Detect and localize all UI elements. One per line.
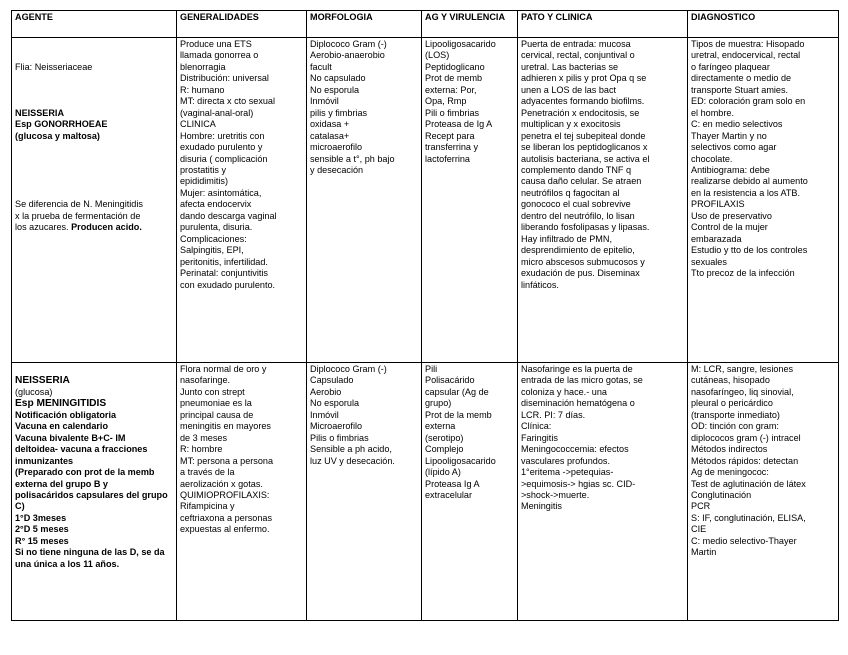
text-line: nasofaríngeo, liq sinovial, — [691, 386, 794, 397]
text-line: complemento dando TNF q — [521, 164, 632, 175]
text-line: Vacuna en calendario — [15, 421, 108, 432]
text-line: Tipos de muestra: Hisopado — [691, 39, 805, 49]
text-line: de 3 meses — [180, 432, 228, 443]
text-line: No capsulado — [310, 73, 366, 84]
header-generalidades: GENERALIDADES — [177, 11, 307, 38]
agente-notes — [15, 410, 173, 570]
text-line: entrada de las micro gotas, se — [521, 375, 643, 386]
cell-ag-gonorrhoeae — [422, 38, 518, 363]
text-line: externa del grupo B y — [15, 478, 108, 489]
text-line: Control de la mujer — [691, 222, 768, 233]
differentiation-line: x la prueba de fermentación de — [15, 210, 141, 221]
text-line: >shock->muerte. — [521, 489, 590, 500]
text-line: el hombre. — [691, 107, 734, 118]
text-line: a través de la — [180, 467, 235, 478]
text-line: se liberan los peptidoglicanos x — [521, 142, 648, 153]
text-line: Proteasa Ig A — [425, 478, 480, 489]
text-line: cutáneas, hisopado — [691, 375, 770, 386]
text-line: blenorragia — [180, 61, 226, 72]
cell-agente-meningitidis — [12, 363, 177, 621]
text-line: externa — [425, 421, 456, 432]
cell-ag-meningitidis — [422, 363, 518, 621]
text-line: Salpingitis, EPI, — [180, 245, 244, 256]
text-line: Antibiograma: debe — [691, 164, 770, 175]
text-line: Clínica: — [521, 421, 552, 432]
acid-note: Producen acido. — [71, 222, 142, 233]
text-line: con exudado purulento. — [180, 279, 276, 290]
text-line: PROFILAXIS — [691, 199, 745, 210]
text-line: Capsulado — [310, 375, 354, 386]
text-line: lactoferrina — [425, 153, 470, 164]
text-line: llamada gonorrea o — [180, 50, 259, 61]
text-line: Microaerofilo — [310, 421, 363, 432]
text-line: Pili — [425, 364, 438, 374]
text-line: polisacáridos capsulares del grupo — [15, 489, 168, 500]
text-line: linfáticos. — [521, 279, 559, 290]
text-line: microaerofilo — [310, 142, 363, 153]
text-line: (serotipo) — [425, 432, 464, 443]
text-line: pneumoniae es la — [180, 398, 252, 409]
text-line: MT: persona a persona — [180, 455, 274, 466]
text-line: catalasa+ — [310, 130, 350, 141]
text-line: pleural o pericárdico — [691, 398, 773, 409]
text-line: Distribución: universal — [180, 73, 269, 84]
text-line: o faríngeo plaquear — [691, 61, 770, 72]
text-line: Faringitis — [521, 432, 558, 443]
text-line: y desecación — [310, 164, 364, 175]
text-line: diseminación hematógena o — [521, 398, 635, 409]
text-line: C: medio selectivo-Thayer — [691, 535, 797, 546]
text-line: una única a los 11 años. — [15, 558, 120, 569]
text-line: (lípido A) — [425, 467, 461, 478]
text-line: CLINICA — [180, 119, 216, 130]
text-line: micro abscesos submucosos y — [521, 256, 645, 267]
text-line: Martin — [691, 547, 717, 558]
text-line: externa: Por, — [425, 84, 477, 95]
text-line: Polisacárido — [425, 375, 475, 386]
row-gonorrhoeae — [12, 38, 839, 363]
text-line: pilis y fimbrias — [310, 107, 368, 118]
text-line: epididimitis) — [180, 176, 229, 187]
text-line: exudado purulento y — [180, 142, 263, 153]
text-line: Conglutinación — [691, 489, 752, 500]
row-meningitidis — [12, 363, 839, 621]
text-line: deltoidea- vacuna a fracciones — [15, 444, 148, 455]
text-line: disuria ( complicación — [180, 153, 268, 164]
text-line: expuestas al enfermo. — [180, 524, 270, 535]
cell-agente-gonorrhoeae — [12, 38, 177, 363]
cell-morfologia-meningitidis — [307, 363, 422, 621]
text-line: ceftriaxona a personas — [180, 512, 273, 523]
text-line: Métodos indirectos — [691, 444, 768, 455]
text-line: Proteasa de Ig A — [425, 119, 493, 130]
text-line: coloniza y hace.- una — [521, 386, 607, 397]
text-line: 1°D 3meses — [15, 512, 67, 523]
text-line: inmunizantes — [15, 455, 74, 466]
text-line: Junto con strept — [180, 386, 245, 397]
text-line: penetra el tej subepiteal donde — [521, 130, 646, 141]
text-line: 1°eritema ->petequias- — [521, 467, 614, 478]
header-agente: AGENTE — [12, 11, 177, 38]
text-line: PCR — [691, 501, 711, 512]
text-line: capsular (Ag de — [425, 386, 489, 397]
text-line: R: hombre — [180, 444, 223, 455]
cell-generalidades-gonorrhoeae — [177, 38, 307, 363]
text-line: Diplococo Gram (-) — [310, 39, 387, 49]
text-line: Complejo — [425, 444, 464, 455]
text-line: Test de aglutinación de látex — [691, 478, 806, 489]
text-line: Flora normal de oro y — [180, 364, 267, 374]
header-morfologia: MORFOLOGIA — [307, 11, 422, 38]
text-line: QUIMIOPROFILAXIS: — [180, 489, 270, 500]
text-line: C) — [15, 501, 25, 512]
text-line: C: en medio selectivos — [691, 119, 783, 130]
text-line: liberando fosfolipasas y lipasas. — [521, 222, 650, 233]
text-line: adhieren x pilis y prot Opa q se — [521, 73, 647, 84]
text-line: (transporte inmediato) — [691, 409, 780, 420]
header-row — [12, 11, 839, 38]
text-line: Meningitis — [521, 501, 562, 512]
text-line: (Preparado con prot de la memb — [15, 467, 155, 478]
text-line: exudación de pus. Diseminax — [521, 268, 640, 279]
text-line: transferrina y — [425, 142, 479, 153]
text-line: purulenta, disuria. — [180, 222, 253, 233]
text-line: OD: tinción con gram: — [691, 421, 779, 432]
text-line: MT: directa x cto sexual — [180, 96, 276, 107]
text-line: Lipooligosacarido — [425, 39, 496, 49]
text-line: Aerobio-anaerobio — [310, 50, 385, 61]
sugars-label: (glucosa y maltosa) — [15, 130, 100, 141]
text-line: >equimosis-> hgias sc. CID- — [521, 478, 636, 489]
text-line: No esporula — [310, 398, 360, 409]
differentiation-line: Se diferencia de N. Meningitidis — [15, 199, 143, 210]
genus-name: NEISSERIA — [15, 107, 65, 118]
text-line: Hay infiltrado de PMN, — [521, 233, 612, 244]
text-line: adyacentes formando biofilms. — [521, 96, 645, 107]
text-line: uretral. Las bacterias se — [521, 61, 619, 72]
text-line: oxidasa + — [310, 119, 350, 130]
text-line: dando descarga vaginal — [180, 210, 277, 221]
text-line: Peptidoglicano — [425, 61, 485, 72]
text-line: Rifampicina y — [180, 501, 235, 512]
text-line: Hombre: uretritis con — [180, 130, 265, 141]
text-line: Produce una ETS — [180, 39, 252, 49]
text-line: vasculares profundos. — [521, 455, 610, 466]
text-line: Mujer: asintomática, — [180, 187, 262, 198]
text-line: R: humano — [180, 84, 225, 95]
text-line: 2°D 5 meses — [15, 524, 69, 535]
cell-morfologia-gonorrhoeae — [307, 38, 422, 363]
text-line: Complicaciones: — [180, 233, 247, 244]
text-line: Lipooligosacarido — [425, 455, 496, 466]
text-line: Prot de la memb — [425, 409, 492, 420]
text-line: transporte Stuart amies. — [691, 84, 789, 95]
text-line: Si no tiene ninguna de las D, se da — [15, 547, 165, 558]
text-line: Recept para — [425, 130, 475, 141]
text-line: gonococo el cual sobrevive — [521, 199, 631, 210]
text-line: Inmóvil — [310, 96, 339, 107]
text-line: desprendimiento de epitelio, — [521, 245, 635, 256]
text-line: Meningococcemia: efectos — [521, 444, 629, 455]
header-ag-virulencia: AG Y VIRULENCIA — [422, 11, 518, 38]
text-line: M: LCR, sangre, lesiones — [691, 364, 794, 374]
species-name: Esp MENINGITIDIS — [15, 398, 107, 410]
text-line: directamente o medio de — [691, 73, 792, 84]
text-line: Prot de memb — [425, 73, 483, 84]
text-line: ED: coloración gram solo en — [691, 96, 806, 107]
text-line: sensible a t°, ph bajo — [310, 153, 395, 164]
text-line: Estudio y tto de los controles — [691, 245, 808, 256]
text-line: multiplican y x exocitosis — [521, 119, 621, 130]
text-line: facult — [310, 61, 332, 72]
text-line: peritonitis, infertilidad. — [180, 256, 268, 267]
text-line: luz UV y desecación. — [310, 455, 395, 466]
family-label: Flia: Neisseriaceae — [15, 61, 93, 72]
text-line: Opa, Rmp — [425, 96, 467, 107]
text-line: Pilis o fimbrias — [310, 432, 369, 443]
text-line: R° 15 meses — [15, 535, 69, 546]
text-line: aerolización x gotas. — [180, 478, 263, 489]
text-line: selectivos como agar — [691, 142, 777, 153]
cell-diag-gonorrhoeae — [688, 38, 839, 363]
text-line: Sensible a ph acido, — [310, 444, 392, 455]
sugars-label: (glucosa) — [15, 386, 53, 397]
text-line: chocolate. — [691, 153, 733, 164]
text-line: grupo) — [425, 398, 452, 409]
text-line: CIE — [691, 524, 707, 535]
text-line: en la resistencia a los ATB. — [691, 187, 801, 198]
text-line: dentro del neutrófilo, lo lisan — [521, 210, 635, 221]
cell-generalidades-meningitidis — [177, 363, 307, 621]
cell-pato-gonorrhoeae — [518, 38, 688, 363]
text-line: causa daño celular. Se atraen — [521, 176, 642, 187]
header-pato-clinica: PATO Y CLINICA — [518, 11, 688, 38]
text-line: prostatitis y — [180, 164, 226, 175]
text-line: meningitis en mayores — [180, 421, 271, 432]
text-line: cervical, rectal, conjuntival o — [521, 50, 635, 61]
text-line: Ag de meningococ: — [691, 467, 769, 478]
text-line: neutrófilos q fagocitan al — [521, 187, 620, 198]
text-line: Pili o fimbrias — [425, 107, 480, 118]
text-line: autolisis bacteriana, se activa el — [521, 153, 650, 164]
text-line: nasofaringe. — [180, 375, 231, 386]
text-line: Tto precoz de la infección — [691, 268, 795, 279]
genus-name: NEISSERIA — [15, 375, 70, 387]
text-line: principal causa de — [180, 409, 254, 420]
text-line: Aerobio — [310, 386, 342, 397]
cell-diag-meningitidis — [688, 363, 839, 621]
text-line: realizarse debido al aumento — [691, 176, 808, 187]
cell-pato-meningitidis — [518, 363, 688, 621]
text-line: Perinatal: conjuntivitis — [180, 268, 268, 279]
header-diagnostico: DIAGNOSTICO — [688, 11, 839, 38]
text-line: Penetración x endocitosis, se — [521, 107, 640, 118]
text-line: No esporula — [310, 84, 360, 95]
text-line: Inmóvil — [310, 409, 339, 420]
text-line: Nasofaringe es la puerta de — [521, 364, 633, 374]
text-line: Vacuna bivalente B+C- IM — [15, 432, 126, 443]
text-line: unen a LOS de las bact — [521, 84, 617, 95]
text-line: sexuales — [691, 256, 727, 267]
text-line: uretral, endocervical, rectal — [691, 50, 801, 61]
text-line: Métodos rápidos: detectan — [691, 455, 799, 466]
text-line: diplococos gram (-) intracel — [691, 432, 801, 443]
neisseria-table — [11, 10, 839, 621]
text-line: afecta endocervix — [180, 199, 252, 210]
text-line: Notificación obligatoria — [15, 409, 117, 420]
text-line: extracelular — [425, 489, 473, 500]
text-line: Puerta de entrada: mucosa — [521, 39, 631, 49]
differentiation-line: los azucares. Producen acido. — [15, 222, 142, 233]
text-line: S: IF, conglutinación, ELISA, — [691, 512, 806, 523]
text-line: Uso de preservativo — [691, 210, 772, 221]
text-line: Diplococo Gram (-) — [310, 364, 387, 374]
text-line: LCR. PI: 7 días. — [521, 409, 586, 420]
text-line: (LOS) — [425, 50, 450, 61]
text-line: Thayer Martin y no — [691, 130, 767, 141]
text-line: embarazada — [691, 233, 742, 244]
species-name: Esp GONORRHOEAE — [15, 119, 108, 130]
text-line: (vaginal-anal-oral) — [180, 107, 254, 118]
